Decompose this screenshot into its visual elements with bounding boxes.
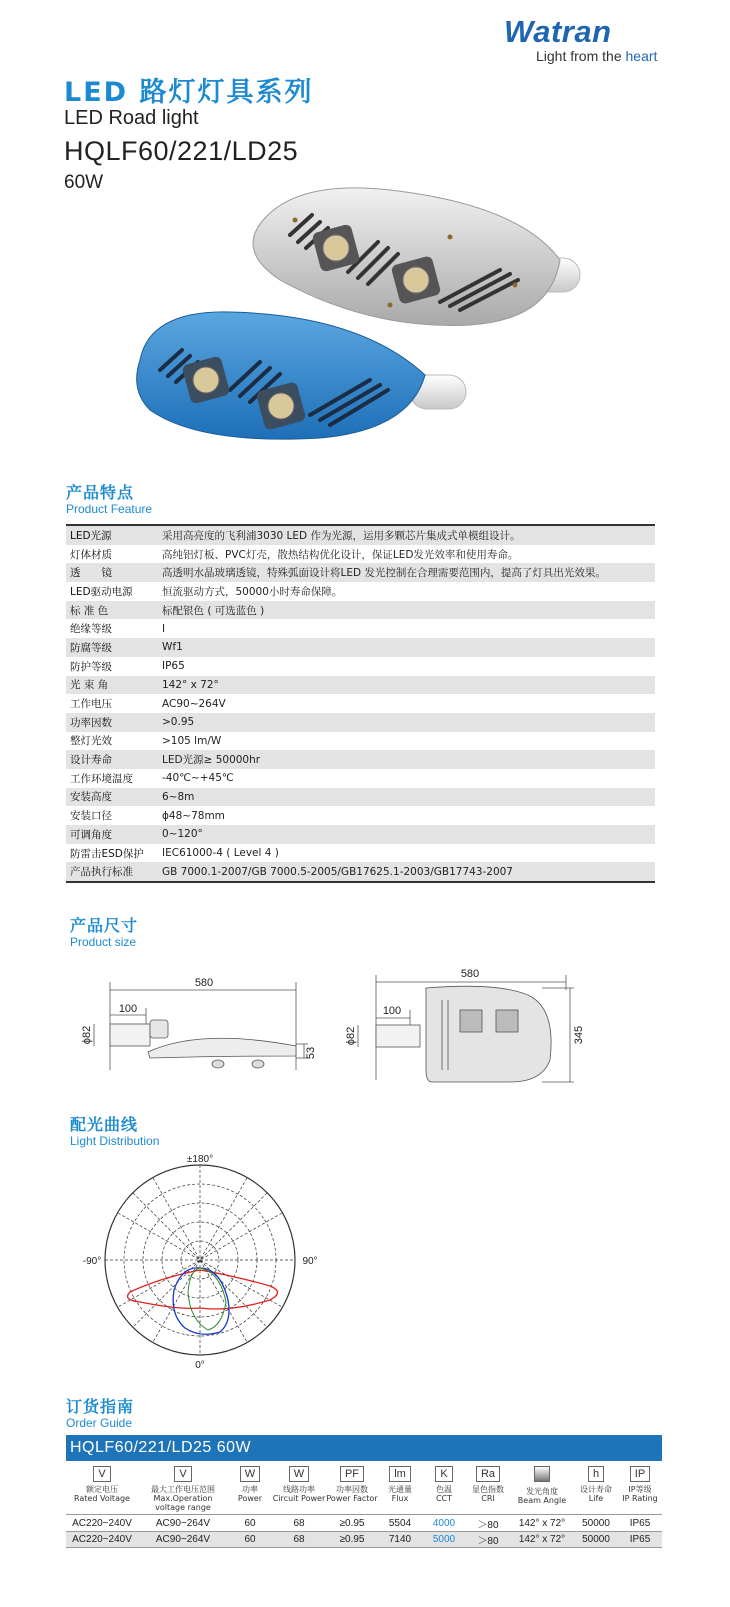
feature-key: 功率因数 [70,716,112,729]
column-label-zh: 最大工作电压范围 [151,1485,215,1494]
feature-table [66,524,655,883]
feature-value: IP65 [162,660,185,673]
column-label-zh: 额定电压 [86,1485,118,1494]
feature-row [66,694,655,713]
order-column-header [466,1466,510,1514]
feature-row [66,563,655,582]
feature-value: IEC61000-4 ( Level 4 ) [162,847,279,860]
feature-key: 标 准 色 [70,604,109,617]
order-model-bar: HQLF60/221/LD25 60W [66,1435,662,1461]
column-label-zh: 发光角度 [526,1487,558,1496]
top-length-label: 580 [460,968,480,980]
order-cell: ≥0.95 [339,1534,365,1545]
wattage: 60W [64,172,104,193]
unit-symbol: W [289,1466,309,1482]
feature-section-header [66,480,152,516]
order-table [66,1466,662,1548]
tagline-accent: heart [625,48,658,64]
order-cell: 142° x 72° [518,1534,566,1545]
order-title-zh: 订货指南 [66,1397,135,1416]
side-length-label: 580 [194,977,214,989]
feature-value: -40℃~+45℃ [162,772,234,785]
order-cell: 142° x 72° [518,1517,566,1529]
order-cell: 7140 [388,1534,412,1545]
feature-key: 防腐等级 [70,641,112,654]
column-label-en: Power Factor [326,1494,378,1503]
order-cell: IP65 [629,1517,651,1529]
order-column-header [138,1466,228,1514]
feature-value: AC90~264V [162,697,226,710]
column-label-zh: 设计寿命 [580,1485,612,1494]
page-title-zh: LED 路灯灯具系列 [64,77,314,108]
column-label-en: Life [588,1494,604,1503]
light-title-en: Light Distribution [70,1134,160,1148]
feature-value: 高透明水晶玻璃透镜，特殊弧面设计将LED 发光控制在合理需要范围内，提高了灯具出光效果。 [162,567,606,580]
feature-key: 整灯光效 [70,735,112,748]
feature-key: 防雷击ESD保护 [70,847,144,860]
feature-row [66,545,655,564]
column-label-en: Max.Operation voltage range [153,1494,213,1512]
silver-lamp [253,188,580,326]
order-cell: 50000 [582,1517,610,1529]
feature-row [66,582,655,601]
unit-symbol: V [93,1466,110,1482]
feature-key: 可调角度 [70,828,112,841]
feature-value: >105 lm/W [162,734,222,747]
order-cell: ≥0.95 [339,1517,365,1529]
feature-key: 安装口径 [70,810,112,823]
order-cell: 50000 [582,1534,610,1545]
unit-symbol: V [174,1466,191,1482]
size-section-header [70,913,138,949]
feature-row [66,638,655,657]
polar-light-chart [70,1150,330,1370]
column-label-zh: 显色指数 [472,1485,504,1494]
feature-value: 0~120° [162,828,203,841]
order-column-header [574,1466,618,1514]
feature-value: Ⅰ [162,622,166,635]
column-label-en: CCT [435,1494,453,1503]
feature-value: 6~8m [162,790,195,803]
side-height-label: 53 [305,1046,317,1060]
unit-symbol: IP [630,1466,650,1482]
order-cell: ＞80 [477,1519,499,1531]
feature-row [66,769,655,788]
feature-row [66,676,655,695]
feature-value: 标配银色 ( 可选蓝色 ) [162,604,265,617]
light-section-header [70,1112,159,1148]
order-cell: 4000 [432,1517,456,1529]
unit-symbol: W [240,1466,260,1482]
feature-value: LED光源≥ 50000hr [162,754,261,767]
brand-logo [504,14,674,64]
feature-row [66,732,655,751]
feature-value: 采用高亮度的飞利浦3030 LED 作为光源，运用多颗芯片集成式单模组设计。 [162,529,521,542]
order-cell: AC90~264V [155,1517,211,1529]
polar-bottom-label: 0° [195,1360,205,1370]
column-label-zh: IP等级 [628,1485,652,1494]
feature-row [66,788,655,807]
unit-symbol: Ra [476,1466,500,1482]
order-column-header [422,1466,466,1514]
order-cell: AC220~240V [72,1517,132,1529]
top-width-label: 345 [573,1025,585,1045]
product-image [120,180,600,450]
brand-name: Watran [504,14,612,49]
unit-symbol: h [588,1466,604,1482]
order-table-header [66,1466,662,1514]
column-label-en: Flux [391,1494,409,1503]
polar-top-label: ±180° [186,1154,214,1165]
order-cell: IP65 [629,1534,651,1545]
feature-title-en: Product Feature [66,502,153,516]
column-label-en: Circuit Power [272,1494,326,1503]
feature-row [66,862,655,881]
blue-lamp [137,312,466,439]
order-column-header [228,1466,272,1514]
column-label-en: Power [237,1494,263,1503]
order-cell: 5000 [432,1534,456,1545]
order-cell: AC90~264V [155,1534,211,1545]
feature-value: 恒流驱动方式，50000小时寿命保障。 [162,585,343,598]
order-cell: ＞80 [477,1536,499,1547]
feature-row [66,750,655,769]
tagline-prefix: Light from the [536,48,626,64]
order-column-header [618,1466,662,1514]
feature-value: ϕ48~78mm [162,809,225,822]
top-view-drawing [358,975,574,1082]
page-title-en: LED Road light [64,107,199,129]
feature-key: 光 束 角 [70,679,109,692]
feature-row [66,844,655,863]
feature-value: 高纯铝灯板、PVC灯壳，散热结构优化设计，保证LED发光效率和使用寿命。 [162,548,519,561]
polar-right-label: 90° [302,1256,318,1267]
column-label-en: IP Rating [622,1494,658,1503]
polar-left-label: -90° [82,1256,102,1267]
feature-row [66,601,655,620]
feature-key: 设计寿命 [70,754,112,767]
column-label-zh: 光通量 [388,1485,412,1494]
unit-symbol: lm [389,1466,411,1482]
feature-row [66,825,655,844]
column-label-zh: 功率 [242,1485,258,1494]
feature-row [66,657,655,676]
order-cell: 68 [293,1517,305,1529]
order-cell: 5504 [388,1517,412,1529]
column-label-zh: 功率因数 [336,1485,368,1494]
feature-key: 安装高度 [70,791,112,804]
feature-key: LED光源 [70,529,112,542]
top-arm-label: 100 [382,1005,402,1017]
size-title-zh: 产品尺寸 [70,916,139,935]
order-section-header [66,1394,134,1430]
feature-row [66,713,655,732]
brand-tagline [504,48,674,64]
column-label-zh: 线路功率 [283,1485,315,1494]
feature-key: 灯体材质 [70,548,112,561]
column-label-en: Beam Angle [517,1496,567,1505]
feature-key: 产品执行标准 [70,866,133,879]
feature-row [66,806,655,825]
order-cell: 68 [293,1534,305,1545]
order-cell: AC220~240V [72,1534,132,1545]
model-number: HQLF60/221/LD25 [64,136,299,166]
feature-value: 142° x 72° [162,678,219,691]
order-cell: 60 [244,1534,256,1545]
order-column-header [378,1466,422,1514]
size-title-en: Product size [70,935,137,949]
column-label-en: Rated Voltage [74,1494,130,1503]
feature-key: 透 镜 [70,567,112,580]
feature-key: 工作电压 [70,698,112,711]
feature-value: Wf1 [162,641,183,654]
feature-row [66,526,655,545]
feature-title-zh: 产品特点 [66,483,135,502]
order-column-header [272,1466,326,1514]
unit-symbol: PF [340,1466,364,1482]
light-title-zh: 配光曲线 [70,1115,139,1134]
side-diameter-label: ϕ82 [81,1025,93,1045]
order-column-header [510,1466,574,1514]
order-title-en: Order Guide [66,1416,133,1430]
order-table-body [66,1514,662,1548]
feature-key: 绝缘等级 [70,623,112,636]
top-diameter-label: ϕ82 [345,1026,357,1046]
unit-symbol: K [435,1466,452,1482]
feature-value: GB 7000.1-2007/GB 7000.5-2005/GB17625.1-2003/GB17743-2007 [162,865,513,878]
dimension-drawings [80,960,640,1100]
feature-key: 防护等级 [70,660,112,673]
order-column-header [326,1466,378,1514]
side-arm-label: 100 [118,1003,138,1015]
order-cell: 60 [244,1517,256,1529]
order-column-header [66,1466,138,1514]
column-label-en: CRI [481,1494,495,1503]
order-row [66,1531,662,1548]
column-label-zh: 色温 [436,1485,452,1494]
feature-value: >0.95 [162,716,195,729]
order-row [66,1514,662,1531]
feature-key: LED驱动电源 [70,585,133,598]
feature-key: 工作环境温度 [70,772,133,785]
side-view-drawing [94,982,308,1070]
beam-angle-icon [534,1466,550,1482]
feature-row [66,619,655,638]
